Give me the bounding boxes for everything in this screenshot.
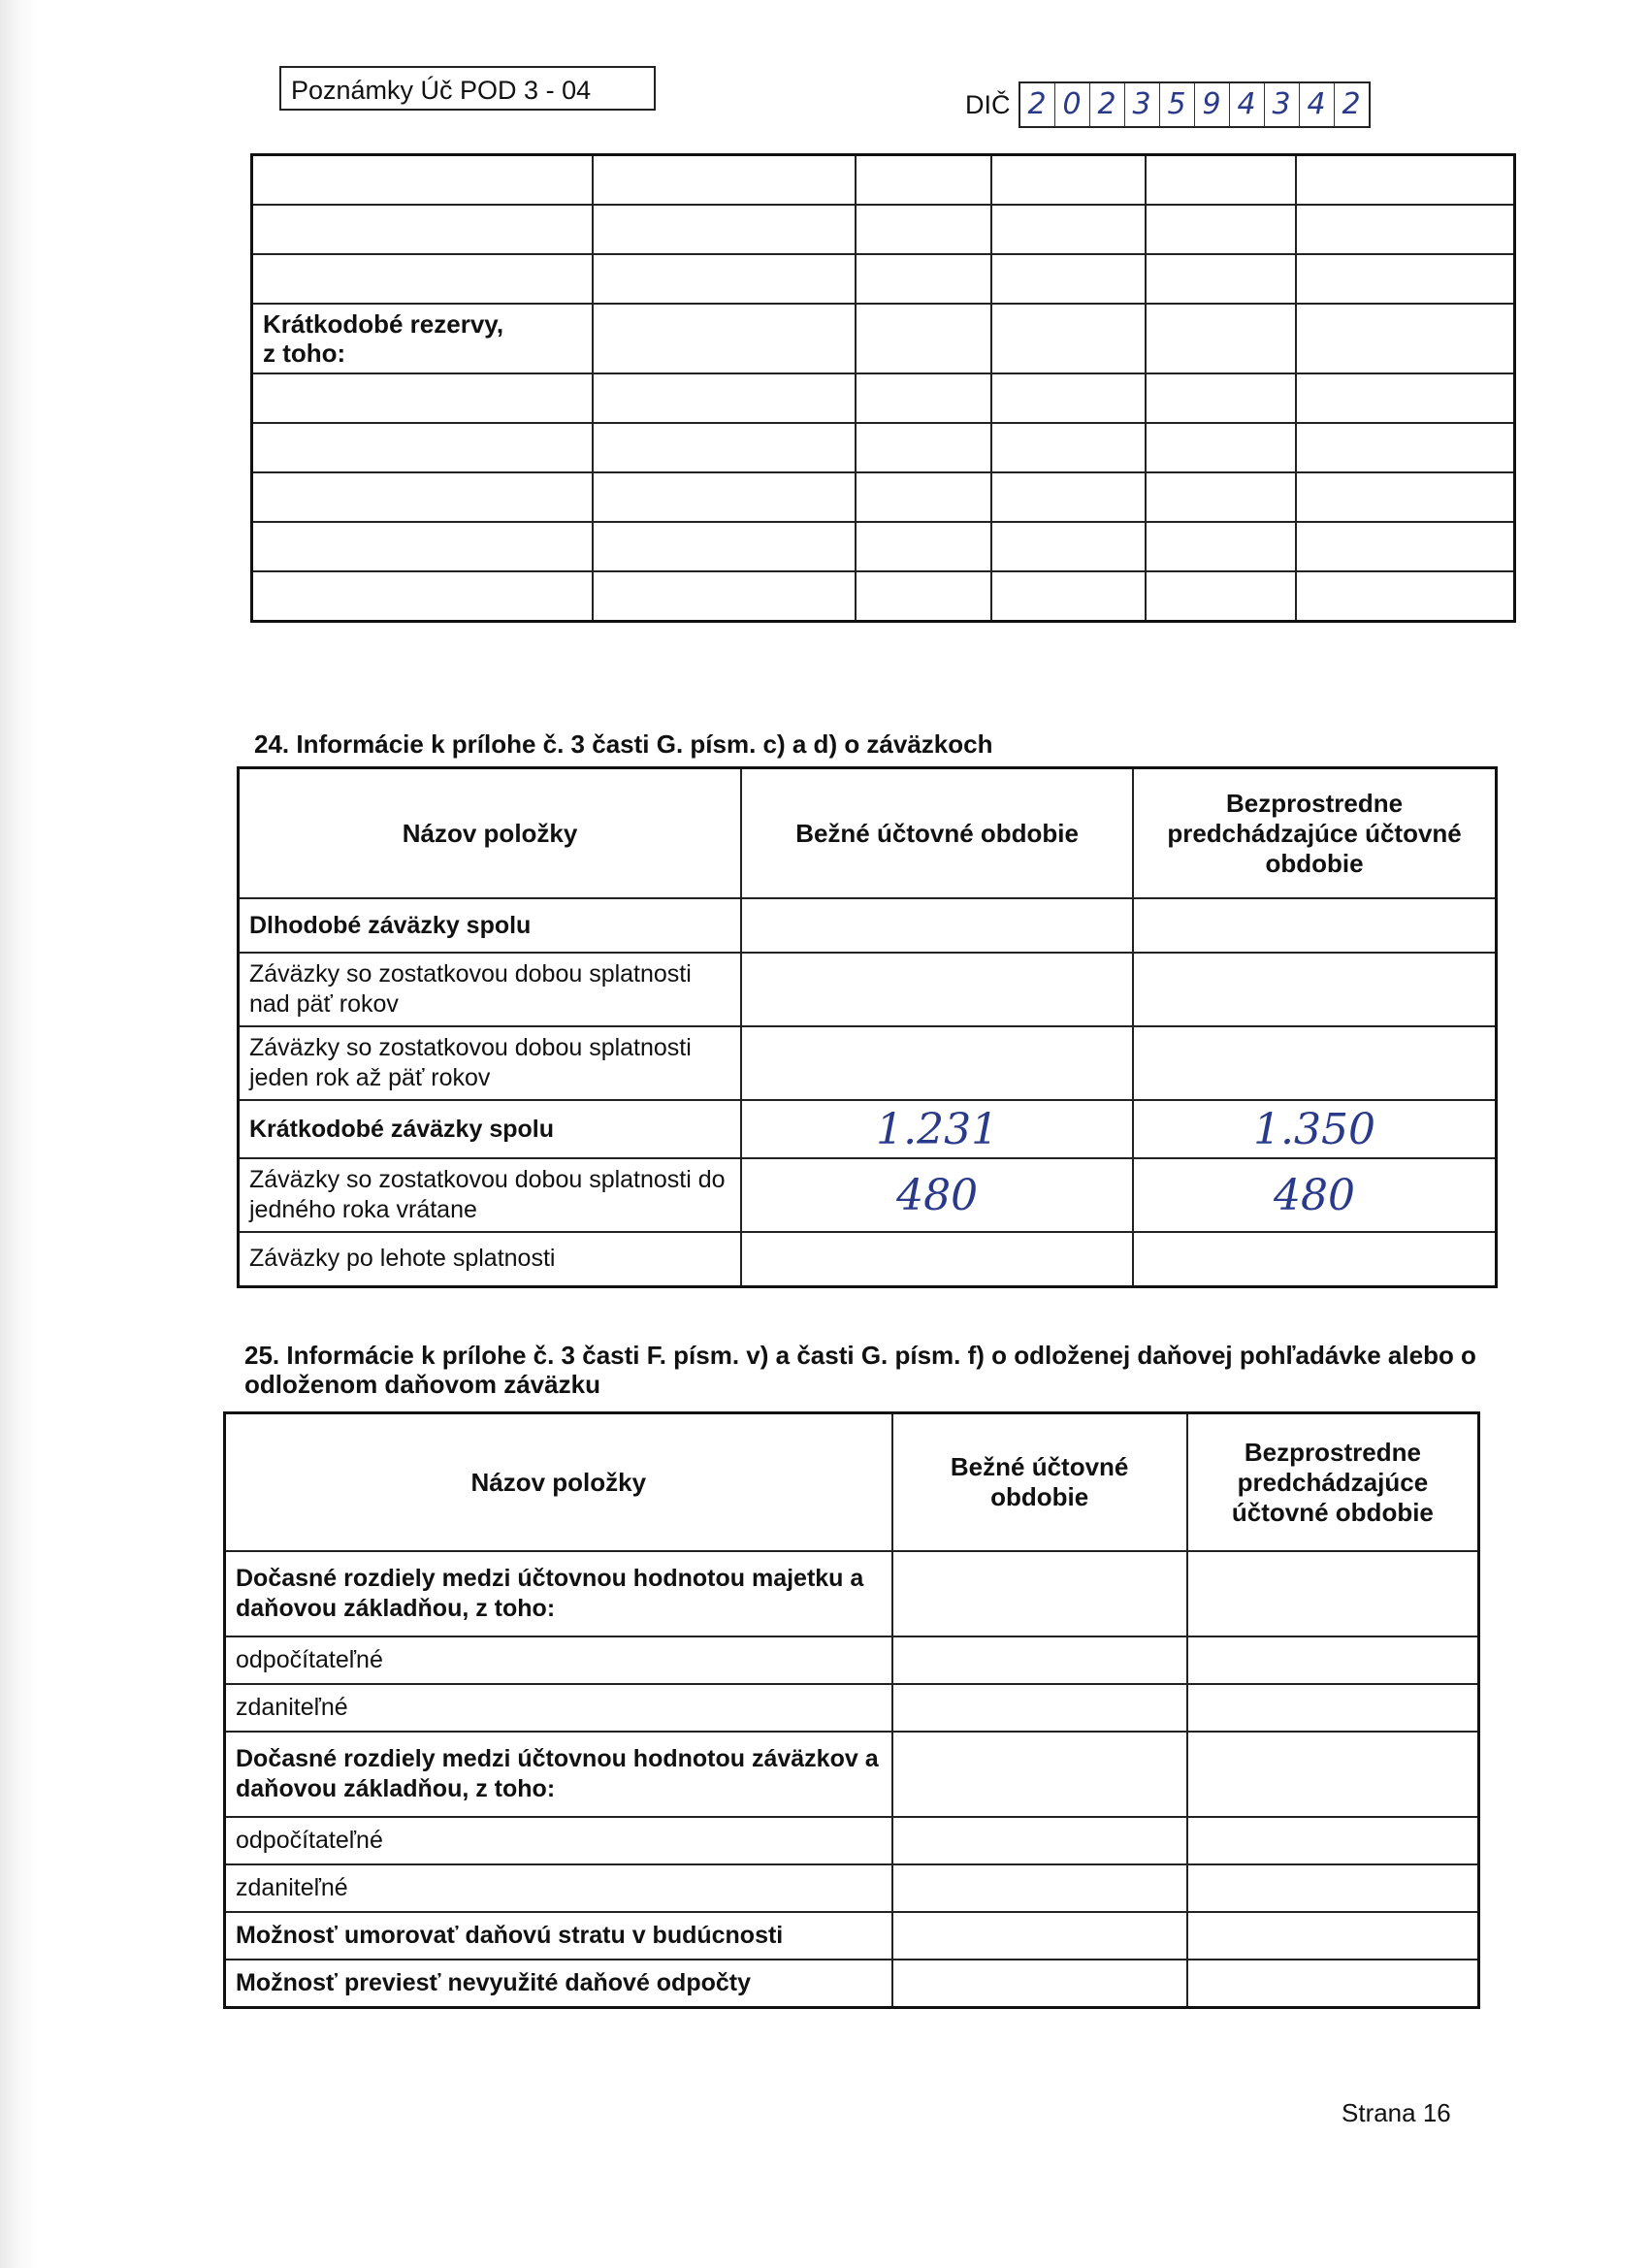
section-25-title: 25. Informácie k prílohe č. 3 časti F. písm. v) a časti G. písm. f) o odloženej daňovej pohľadávke alebo o odloženom daňovom záväzku — [244, 1341, 1476, 1399]
row-label: Záväzky po lehote splatnosti — [239, 1232, 742, 1286]
dic-digit: 2 — [1020, 83, 1055, 126]
section-24-title: 24. Informácie k prílohe č. 3 časti G. písm. c) a d) o záväzkoch — [254, 729, 993, 759]
dic-digit: 3 — [1265, 83, 1300, 126]
table-cell — [252, 571, 593, 622]
page-number: Strana 16 — [1342, 2098, 1451, 2127]
current-value — [892, 1864, 1187, 1912]
column-header: Názov položky — [239, 768, 742, 899]
current-value: 480 — [741, 1158, 1133, 1232]
current-value — [892, 1684, 1187, 1732]
dic-digit: 5 — [1160, 83, 1195, 126]
row-label: Dočasné rozdiely medzi účtovnou hodnotou záväzkov a daňovou základňou, z toho: — [225, 1732, 892, 1817]
current-value — [741, 898, 1133, 953]
current-value — [892, 1732, 1187, 1817]
dic-digit: 4 — [1300, 83, 1335, 126]
dic-digit: 2 — [1342, 87, 1361, 121]
current-value — [892, 1960, 1187, 2008]
row-label: Záväzky so zostatkovou dobou splatnosti jeden rok až päť rokov — [239, 1026, 742, 1100]
table-cell — [252, 373, 593, 423]
current-value: 1.231 — [741, 1100, 1133, 1158]
dic-digit: 3 — [1125, 83, 1160, 126]
column-header: Bezprostredne predchádzajúce účtovné obdobie — [1133, 768, 1496, 899]
row-label: Dočasné rozdiely medzi účtovnou hodnotou majetku a daňovou základňou, z toho: — [225, 1551, 892, 1636]
current-value — [892, 1912, 1187, 1960]
previous-value — [1133, 1026, 1496, 1100]
current-value — [892, 1636, 1187, 1684]
column-header: Názov položky — [225, 1413, 892, 1552]
table-cell — [252, 423, 593, 472]
liabilities-table — [237, 766, 1498, 1288]
row-label: Dlhodobé záväzky spolu — [239, 898, 742, 953]
row-label: zdaniteľné — [225, 1684, 892, 1732]
previous-value — [1187, 1684, 1479, 1732]
previous-value — [1187, 1732, 1479, 1817]
row-label: Krátkodobé záväzky spolu — [239, 1100, 742, 1158]
dic-digit: 2 — [1090, 83, 1125, 126]
previous-value — [1133, 953, 1496, 1026]
current-value — [892, 1817, 1187, 1864]
previous-value: 1.350 — [1133, 1100, 1496, 1158]
current-value — [741, 953, 1133, 1026]
row-label: Záväzky so zostatkovou dobou splatnosti do jedného roka vrátane — [239, 1158, 742, 1232]
previous-value — [1133, 898, 1496, 953]
current-value — [892, 1551, 1187, 1636]
row-label: Možnosť umorovať daňovú stratu v budúcnosti — [225, 1912, 892, 1960]
column-header: Bežné účtovné obdobie — [892, 1413, 1187, 1552]
table-cell — [252, 254, 593, 304]
deferred-tax-table — [223, 1411, 1480, 2009]
current-value — [741, 1026, 1133, 1100]
table-cell — [252, 522, 593, 571]
row-label: zdaniteľné — [225, 1864, 892, 1912]
dic-field — [965, 81, 1371, 128]
previous-value — [1187, 1817, 1479, 1864]
row-label: Záväzky so zostatkovou dobou splatnosti nad päť rokov — [239, 953, 742, 1026]
dic-digit: 4 — [1230, 83, 1265, 126]
column-header: Bežné účtovné obdobie — [741, 768, 1133, 899]
dic-digit: 0 — [1055, 83, 1090, 126]
row-label: odpočítateľné — [225, 1636, 892, 1684]
previous-value — [1187, 1864, 1479, 1912]
dic-digit: 9 — [1195, 83, 1230, 126]
previous-value — [1187, 1960, 1479, 2008]
table-cell — [252, 472, 593, 522]
current-value — [741, 1232, 1133, 1286]
previous-value — [1187, 1912, 1479, 1960]
previous-value — [1187, 1551, 1479, 1636]
previous-value: 480 — [1133, 1158, 1496, 1232]
dic-boxes — [1018, 81, 1371, 128]
dic-label: DIČ — [965, 89, 1011, 119]
section-label: Poznámky Úč POD 3 - 04 — [279, 66, 656, 111]
table-cell — [252, 155, 593, 206]
previous-value — [1187, 1636, 1479, 1684]
table-cell — [252, 205, 593, 254]
row-label: Možnosť previesť nevyužité daňové odpočty — [225, 1960, 892, 2008]
column-header: Bezprostredne predchádzajúce účtovné obdobie — [1187, 1413, 1479, 1552]
reserves-table — [250, 153, 1516, 623]
row-label: odpočítateľné — [225, 1817, 892, 1864]
short-term-reserves-label: Krátkodobé rezervy, z toho: — [252, 304, 593, 373]
previous-value — [1133, 1232, 1496, 1286]
